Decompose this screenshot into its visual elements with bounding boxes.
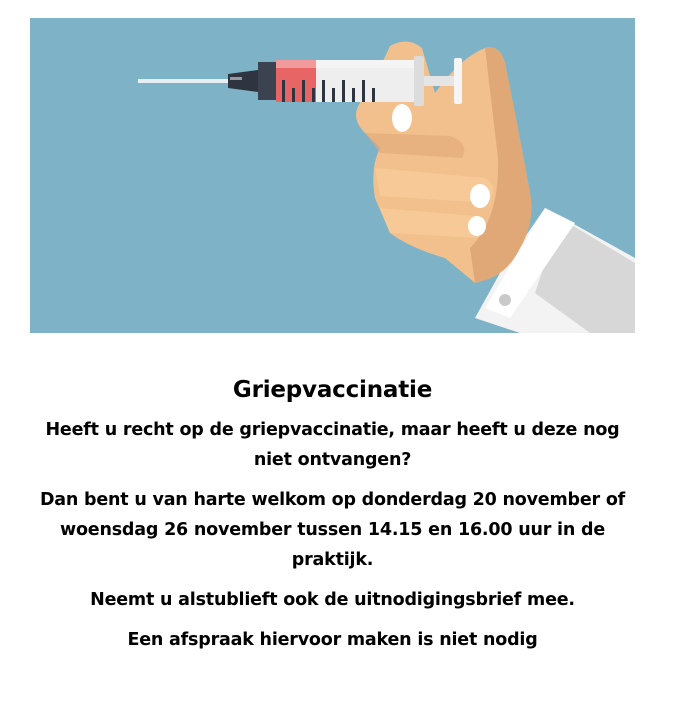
announcement: [0, 375, 665, 665]
needle: [138, 79, 233, 83]
page-title: Griepvaccinatie: [232, 377, 433, 403]
syringe-flange: [414, 56, 424, 106]
plunger-thumb: [454, 58, 462, 104]
schedule-text: Dan bent u van harte welkom op donderdag 20 november of woensdag 26 november tussen 14.15 en 16.00 uur in de praktijk.: [39, 490, 626, 570]
plunger-rod: [424, 76, 454, 86]
eligibility-question: Heeft u recht op de griepvaccinatie, maar heeft u deze nog niet ontvangen?: [45, 420, 620, 470]
no-appointment-note: Een afspraak hiervoor maken is niet nodig: [127, 630, 538, 650]
thumbnail: [392, 104, 412, 132]
syringe-tip: [258, 62, 276, 100]
invitation-letter-note: Neemt u alstublieft ook de uitnodigingsbrief mee.: [90, 590, 575, 610]
syringe-hand-icon: [30, 18, 635, 333]
cufflink: [499, 294, 511, 306]
vaccination-illustration: [30, 18, 635, 333]
fingernail: [468, 216, 486, 236]
fingernail: [470, 184, 490, 208]
